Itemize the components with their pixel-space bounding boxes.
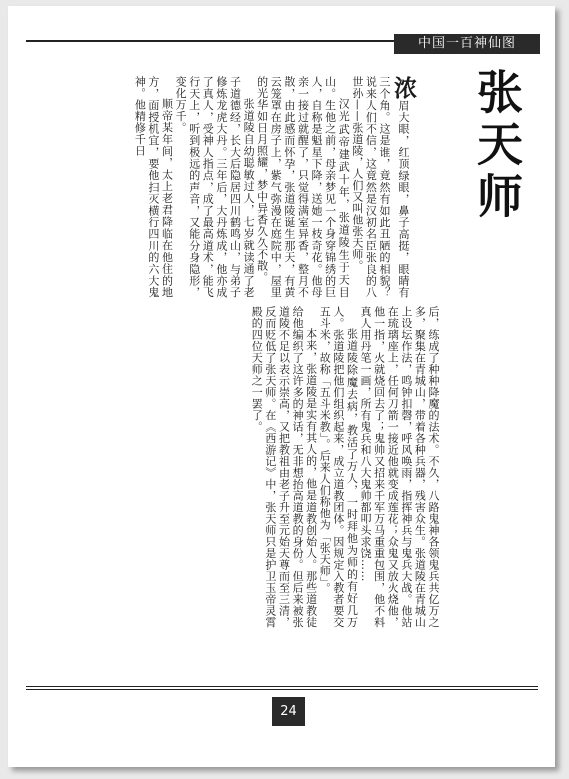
series-title: 中国一百神仙图	[394, 34, 540, 54]
page-number: 24	[272, 697, 305, 726]
text-column-lower	[140, 306, 440, 628]
footer-rule	[26, 689, 538, 690]
paragraph: 张道陵除魔去病，教活了万人，一时拜他为师的有好几万人。张道陵把他们组织起来，成立道教团体。因规定入教者要交五斗米，故称「五斗米教」。后来人们称他为「张天师」。	[318, 306, 359, 628]
dropcap: 浓	[390, 76, 416, 100]
footer-rule	[26, 686, 538, 687]
paragraph: 后，练成了种种降魔的法术。不久，八路鬼神各领鬼兵共亿万之多，聚集在青城山，带着各种兵器，残害众生。张道陵在青城山上设坛作法，鸣钟扣磬，呼风唤雨，指挥神兵与鬼兵大战。他站在琉璃座上，任何刀箭一接近他就变成莲花；众鬼又放火烧他，他一指，火就烧回去了；鬼帅又招来千军万马重重包围，他不料真人用丹笔一画，所有鬼兵和八大鬼帅都叩头求饶……	[359, 306, 440, 628]
paragraph: 顺帝某年间，太上老君降临在他住的地方，面授机宜，要他扫灭横行四川的六大鬼神。他精修千日	[133, 76, 174, 298]
page	[8, 6, 555, 767]
paragraph: 张道陵自幼聪敏过人，七岁就读通了老子道德经，长大后隐居四川鹤鸣山，与弟子修炼龙虎大丹。三年后，大丹炼成，他亦成了真人，受神人指点，成了最高道术，能飞行天上，听到极远的声音，又能分身隐形，变化万千。	[174, 76, 256, 298]
lead-text: 眉大眼，红顶绿眼，鼻子高挺，眼睛有三个角。这是谁，竟然有如此丑陋的相貌？说来人们不信，这竟然是汉初名臣张良的八世孙——张道陵，人们又叫他张天师。	[350, 76, 410, 299]
lead-paragraph	[350, 76, 415, 298]
article-title: 张天师	[470, 68, 524, 224]
text-column-upper	[133, 76, 416, 299]
paragraph: 汉光武帝建武十年，张道陵生于天目山。生他之前，母亲梦见一个身穿锦绣的巨人，自称是魁星下降，送她一枝奇花。他母亲一接过就醒了，只觉得满室异香，整月不散，由此感而怀孕，张道陵诞生那天，有黄云笼罩在房子上，紫气弥漫在庭院中，屋里的光华如日月照耀，梦中异香久久不散。	[255, 76, 351, 298]
paragraph: 本来，张道陵是实有其人的，他是道教创始人。那些道教徒给他编织了这许多的神话，无非想抬高道教的身份。但后来被张道陵不足以表示崇高，又把教祖由老子升至元始天尊而至三清，反而贬低了张天师。在《西游记》中，张天师只是护卫玉帝灵霄殿的四位天师之一罢了。	[250, 306, 318, 628]
